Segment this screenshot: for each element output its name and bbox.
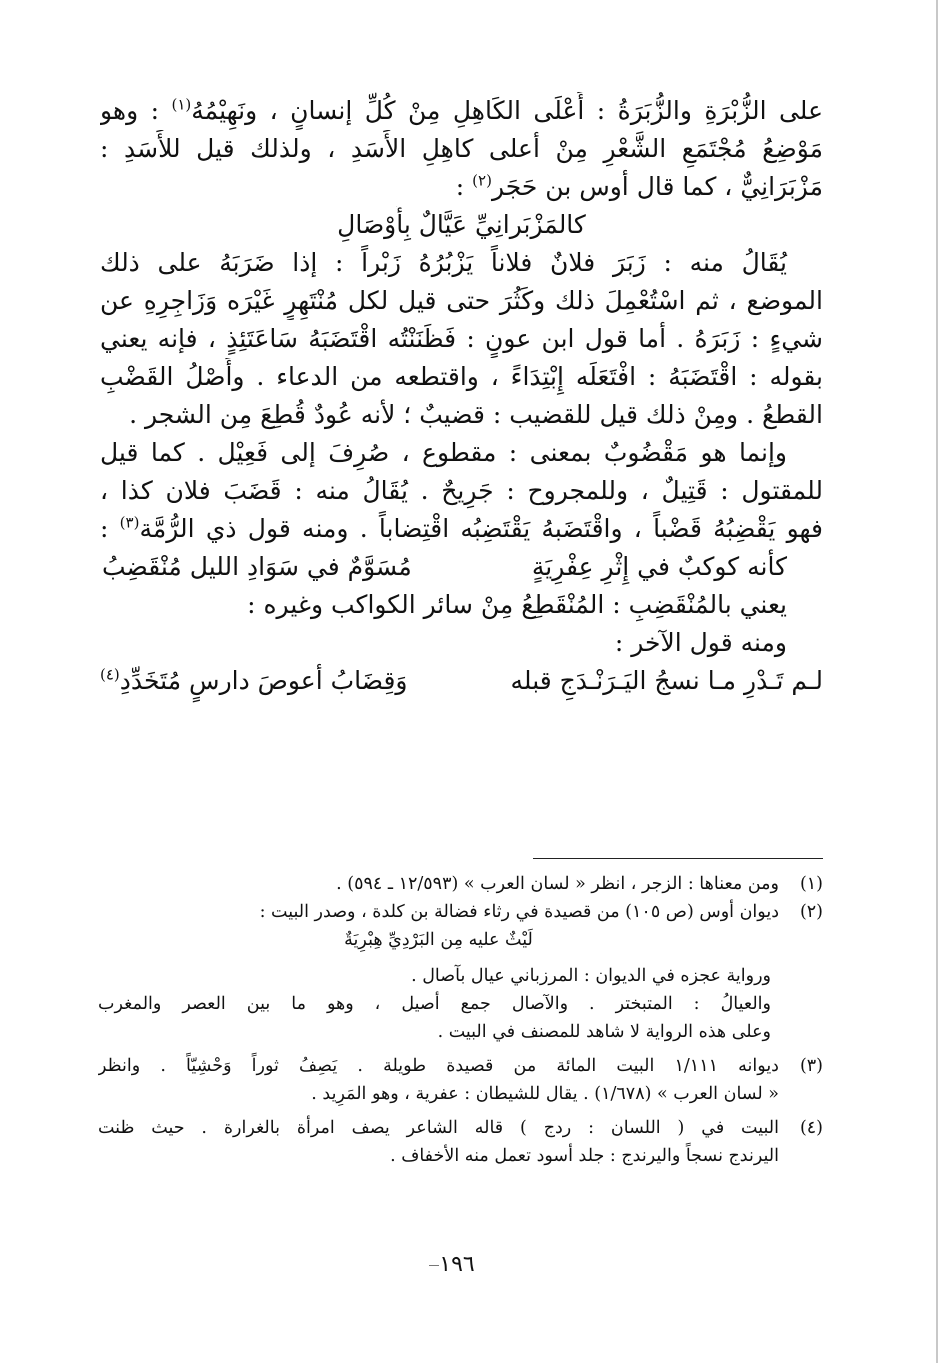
footnote-marker: (٤) (100, 665, 120, 684)
text-line: يُقَالُ منه : زَبَرَ فلانٌ فلاناً يَزْبُرُهُ زَبْراً : إذا ضَرَبَهُ على ذلك (100, 248, 787, 277)
text-line: القطعُ . ومِنْ ذلك قيل للقضيب : قضيبٌ ؛ لأنه عُودٌ قُطِعَ مِن الشجر . (129, 400, 823, 429)
text-line: الموضع ، ثم اسْتُعْمِلَ ذلك وكَثُرَ حتى قيل لكل مُنْتَهِرٍ غَيْرَه وَزَاجِرِهِ عن (100, 286, 823, 315)
footnote-verse: لَيْثٌ عليه مِن البَرْدِيِّ هِبْرِيَةٌ (344, 930, 533, 950)
footnote-line: البيت في ( اللسان : ردج ) قاله الشاعر يصف امرأة بالغرارة . حيث ظنت (98, 1118, 779, 1138)
verse-second-hemistich: وَقِضَابُ أعوصَ دارسٍ مُتَخَدِّدِ$^{(٤)}$ (100, 665, 408, 695)
footnote-line: ورواية عجزه في الديوان : المرزباني عيال بآصال . (411, 966, 771, 986)
footnotes (98, 870, 823, 1170)
footnote-line: والعيالُ : المتبختر . والآصال جمع أصيل ، وهو ما بين العصر والمغرب (98, 994, 771, 1014)
poetry-verse (100, 662, 823, 700)
verse-first-hemistich: لـم تَـدْرِ مـا نسجُ اليَـرَنْـدَجِ قبله (510, 666, 823, 695)
text-line: على الزُّبْرَةِ والزُّبَرَةُ : أَعْلَى الكَاهِلِ مِنْ كُلِّ إنسانٍ ، ونَهِيْمُهُ$^{(١)}$ : وهو (100, 95, 823, 125)
text-line: للمقتول : قَتِيلٌ ، وللمجروح : جَرِيحٌ . يُقَالُ منه : قَضَبَ فلان كذا ، (100, 476, 823, 505)
text-line: مَوْضِعُ مُجْتَمَعِ الشَّعْرِ مِنْ أعلى كاهِلِ الأَسَدِ ، ولذلك قيل للأَسَدِ : (100, 134, 823, 163)
text-line: يعني بالمُنْقَضِبِ : المُنْقَطِعُ مِنْ سائر الكواكب وغيره : (247, 590, 787, 619)
footnote-4 (98, 1114, 823, 1170)
page-number: ١٩٦ (0, 1252, 900, 1277)
text-line: فهو يَقْضِبُهُ قَضْباً ، واقْتَضَبهُ يَقْتَضِبُه اقْتِضاباً . ومنه قول ذي الرُّمَّة$^{(٣)}$ : (100, 513, 823, 543)
footnote-number: (١) (799, 874, 823, 894)
footnote-text (98, 1114, 779, 1170)
footnote-marker: (٣) (119, 513, 140, 532)
verse-line: كالمَزْبَرانِيِّ عَيَّالٌ بِأَوْصَالِ (337, 210, 586, 239)
text-line: بقوله : اقْتَضَبَهُ : افْتَعَلَه إِبْتِدَاءً ، واقتطعه من الدعاء . وأَصْلُ القَضْبِ (100, 362, 823, 391)
footnote-text (98, 1052, 779, 1108)
footnote-line: اليرندج نسجاً واليرندج : جلد أسود تعمل منه الأخفاف . (390, 1146, 779, 1166)
footnote-text (98, 898, 779, 990)
text-line: مَزْبَرَانِيٌّ ، كما قال أوس بن حَجَر$^{(٢)}$ : (455, 171, 823, 201)
verse-first-hemistich: كأنه كوكبٌ في إِثْرِ عِفْرِيَةٍ (531, 552, 787, 581)
footnote-line: ومن معناها : الزجر ، انظر « لسان العرب » (١٢/٥٩٣ ـ ٥٩٤) . (336, 874, 779, 894)
main-text (100, 92, 823, 700)
footnote-line: ديوان أوس (ص ١٠٥) من قصيدة في رثاء فضالة بن كلدة ، وصدر البيت : (259, 902, 779, 922)
poetry-verse (100, 548, 823, 586)
footnote-line: وعلى هذه الرواية لا شاهد للمصنف في البيت . (437, 1022, 771, 1042)
footnote-2 (98, 898, 823, 990)
footnote-line: ديوانه ١/١١١ البيت المائة من قصيدة طويلة . يَصِفُ ثوراً وَحْشِيّاً . وانظر (98, 1056, 779, 1076)
footnote-separator (533, 858, 823, 859)
footnote-text (98, 870, 779, 898)
footnote-number: (٣) (799, 1056, 823, 1076)
footnote-marker: (١) (171, 95, 192, 114)
scan-edge (936, 0, 938, 1363)
footnote-3 (98, 1052, 823, 1108)
text-line: وإنما هو مَقْضُوبٌ بمعنى : مقطوع ، صُرِفَ إلى فَعِيْل . كما قيل (100, 438, 787, 467)
footnote-marker: (٢) (472, 171, 492, 190)
text-line: ومنه قول الآخر : (614, 628, 787, 657)
footnote-number: (٤) (799, 1118, 823, 1138)
footnote-line: « لسان العرب » (١/٦٧٨) . يقال للشيطان : عفرية ، وهو المَرِيد . (311, 1084, 779, 1104)
text-line: شيءٍ : زَبَرَهُ . أما قول ابن عونٍ : فَظَنَنْتُه اقْتَضَبَهُ سَاعَتَئِذٍ ، فإنه يعني (100, 324, 823, 353)
verse-second-hemistich: مُسَوَّمٌ في سَوَادِ الليل مُنْقَضِبُ (102, 552, 412, 581)
footnote-number: (٢) (799, 902, 823, 922)
footnote-1 (98, 870, 823, 898)
